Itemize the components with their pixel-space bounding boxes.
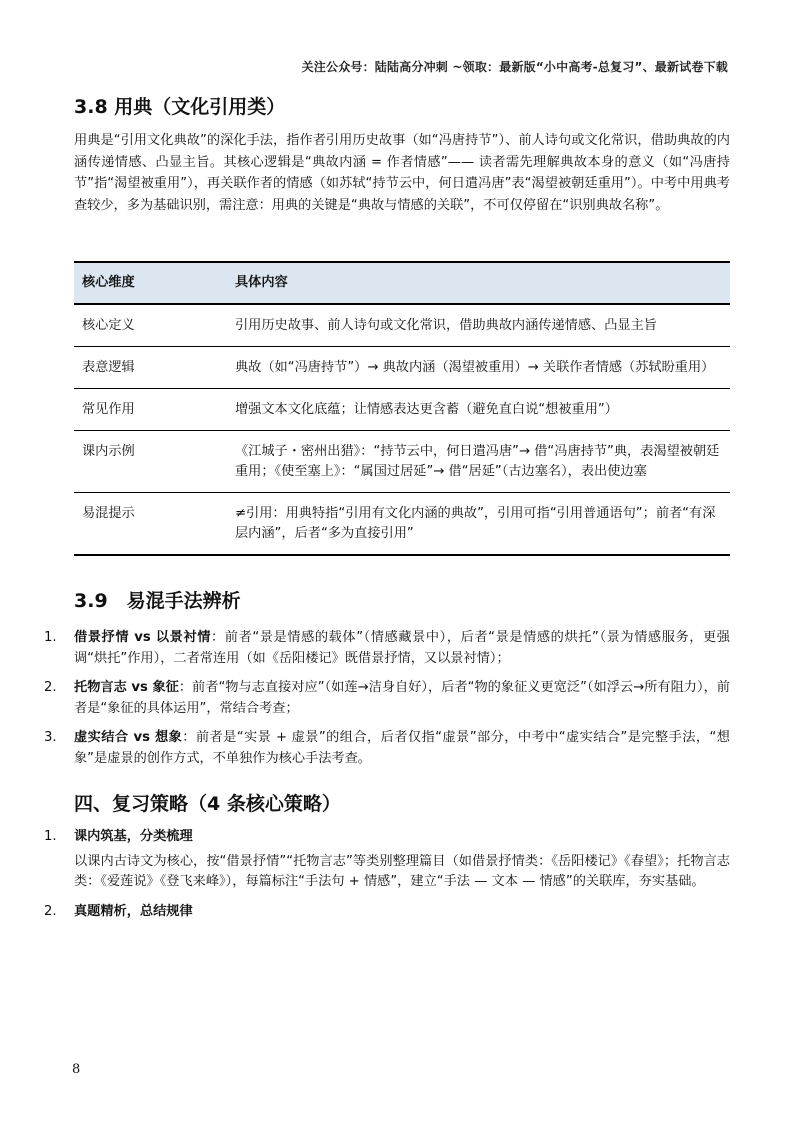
table-row [74, 493, 730, 556]
table-header-dimension: 核心维度 [74, 262, 227, 304]
list-item-term: 托物言志 vs 象征 [74, 680, 179, 695]
table-header-content: 具体内容 [227, 262, 730, 304]
list-item [44, 827, 730, 893]
confusable-techniques-list [44, 628, 730, 769]
strategy-body: 以课内古诗文为核心，按“借景抒情”“托物言志”等类别整理篇目（如借景抒情类：《岳阳楼记》《春望》；托物言志类：《爱莲说》《登飞来峰》），每篇标注“手法句 + 情感”，建立“手法 — 文本 — 情感”的关联库，夯实基础。 [74, 853, 730, 889]
list-item-number: 2. [44, 680, 57, 695]
table-cell-content: 《江城子・密州出猎》：“持节云中，何日遣冯唐”→ 借“冯唐持节”典，表渴望被朝廷重用；《使至塞上》：“属国过居延”→ 借“居延”（古边塞名），表出使边塞 [227, 431, 730, 493]
review-strategy-list [44, 827, 730, 922]
list-item [44, 728, 730, 769]
table-cell-dimension: 常见作用 [74, 389, 227, 431]
list-item [44, 902, 730, 923]
list-item [44, 628, 730, 669]
table-row [74, 389, 730, 431]
list-item-text: ：前者“景是情感的载体”（情感藏景中），后者“景是情感的烘托”（景为情感服务，更强调“烘托”作用），二者常连用（如《岳阳楼记》既借景抒情，又以景衬情）； [74, 630, 730, 666]
list-item-number: 1. [44, 829, 57, 844]
table-row [74, 347, 730, 389]
table-cell-content: 典故（如“冯唐持节”）→ 典故内涵（渴望被重用）→ 关联作者情感（苏轼盼重用） [227, 347, 730, 389]
section-3-9-title: 3.9 易混手法辨析 [74, 590, 241, 612]
table-cell-content: ≠引用：用典特指“引用有文化内涵的典故”，引用可指“引用普通语句”；前者“有深层内涵”，后者“多为直接引用” [227, 493, 730, 556]
table-cell-dimension: 表意逻辑 [74, 347, 227, 389]
list-item-number: 3. [44, 730, 57, 745]
list-item-text: ：前者是“实景 + 虚景”的组合，后者仅指“虚景”部分，中考中“虚实结合”是完整手法，“想象”是虚景的创作方式，不单独作为核心手法考查。 [74, 730, 730, 766]
page-content [44, 94, 730, 931]
list-item-text: ：前者“物与志直接对应”（如莲→洁身自好），后者“物的象征义更宽泛”（如浮云→所有阻力），前者是“象征的具体运用”，常结合考查； [74, 680, 730, 716]
list-item-term: 借景抒情 vs 以景衬情 [74, 630, 212, 645]
table-row [74, 431, 730, 493]
list-item [44, 678, 730, 719]
strategy-title: 真题精析，总结规律 [74, 903, 193, 919]
section-4-title: 四、复习策略（4 条核心策略） [74, 793, 341, 815]
allusion-table [74, 261, 730, 556]
page-header: 关注公众号：陆陆高分冲刺 ~领取：最新版“小中高考-总复习”、最新试卷下载 [301, 60, 728, 74]
section-3-8-title: 3.8 用典（文化引用类） [74, 96, 286, 118]
list-item-term: 虚实结合 vs 想象 [74, 730, 183, 745]
table-header-row [74, 262, 730, 304]
table-cell-dimension: 课内示例 [74, 431, 227, 493]
page-number: 8 [72, 1062, 81, 1077]
section-3-8-intro: 用典是“引用文化典故”的深化手法，指作者引用历史故事（如“冯唐持节”）、前人诗句或文化常识，借助典故的内涵传递情感、凸显主旨。其核心逻辑是“典故内涵 = 作者情感”—— 读者需先理解典故本身的意义（如“冯唐持节”指“渴望被重用”），再关联作者的情感（如苏轼“持节云中，何日遣冯唐”表“渴望被朝廷重用”）。中考中用典考查较少，多为基础识别，需注意：用典的关键是“典故与情感的关联”，不可仅停留在“识别典故名称”。 [74, 133, 730, 213]
list-item-number: 2. [44, 903, 57, 919]
strategy-title: 课内筑基，分类梳理 [74, 829, 193, 844]
table-row [74, 304, 730, 347]
table-cell-dimension: 易混提示 [74, 493, 227, 556]
list-item-number: 1. [44, 630, 57, 645]
table-cell-content: 增强文本文化底蕴；让情感表达更含蓄（避免直白说“想被重用”） [227, 389, 730, 431]
table-cell-content: 引用历史故事、前人诗句或文化常识，借助典故内涵传递情感、凸显主旨 [227, 304, 730, 347]
table-cell-dimension: 核心定义 [74, 304, 227, 347]
